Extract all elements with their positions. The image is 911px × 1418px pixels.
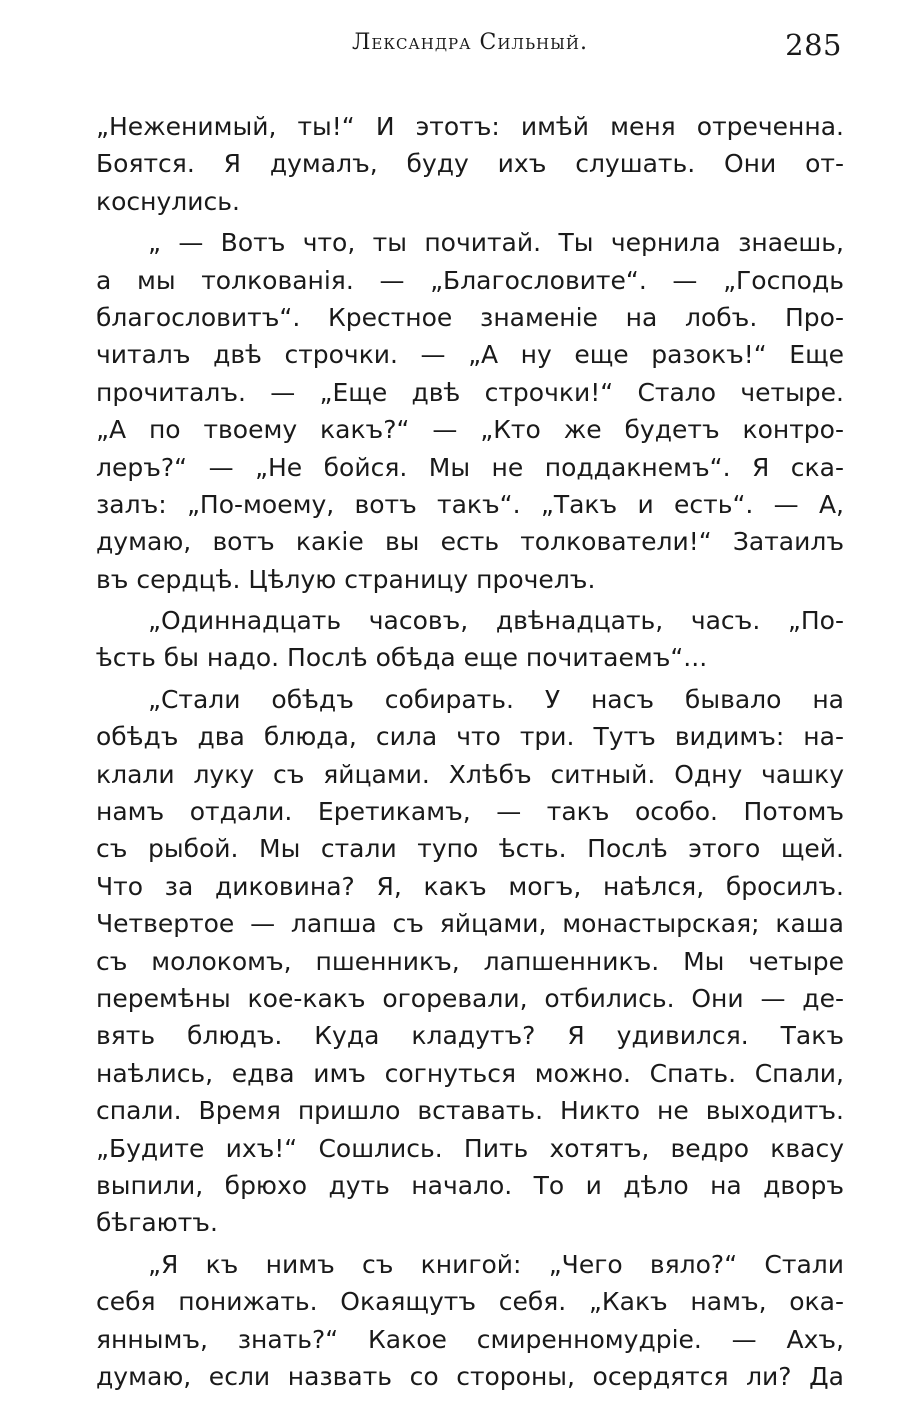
text-line: „Стали обѣдъ собирать. У насъ бывало на (148, 684, 844, 714)
text-line: Боятся. Я думалъ, буду ихъ слушать. Они от- (96, 149, 844, 179)
paragraph (96, 224, 844, 598)
text-line: читалъ двѣ строчки. — „А ну еще разокъ!“ Еще (96, 340, 844, 370)
text-line: бѣгаютъ. (96, 1208, 218, 1238)
text-line: намъ отдали. Еретикамъ, — такъ особо. Потомъ (96, 797, 844, 827)
text-line: „Одиннадцать часовъ, двѣнадцать, часъ. „По- (148, 606, 844, 636)
text-line: въ сердцѣ. Цѣлую страницу прочелъ. (96, 564, 596, 594)
text-line: съ молокомъ, пшенникъ, лапшенникъ. Мы четыре (96, 946, 844, 976)
text-line: „А по твоему какъ?“ — „Кто же будетъ контро- (96, 415, 844, 445)
running-head (96, 22, 844, 74)
text-line: съ рыбой. Мы стали тупо ѣсть. Послѣ этого щей. (96, 834, 844, 864)
book-page (96, 22, 844, 1402)
text-line: „Будите ихъ!“ Сошлись. Пить хотятъ, ведро квасу (96, 1133, 844, 1163)
paragraph (96, 1246, 844, 1396)
text-line: клали луку съ яйцами. Хлѣбъ ситный. Одну чашку (96, 759, 844, 789)
running-title: Лександра Сильный. (352, 30, 588, 55)
text-line: наѣлись, едва имъ согнуться можно. Спать. Спали, (96, 1058, 844, 1088)
text-line: яннымъ, знать?“ Какое смиренномудріе. — Ахъ, (96, 1324, 844, 1354)
text-line: думаю, если назвать со стороны, осердятся ли? Да (96, 1361, 844, 1391)
paragraph (96, 108, 844, 220)
body-text (96, 108, 844, 1395)
text-line: вять блюдъ. Куда кладутъ? Я удивился. Такъ (96, 1021, 844, 1051)
text-line: прочиталъ. — „Еще двѣ строчки!“ Стало четыре. (96, 377, 844, 407)
text-line: спали. Время пришло вставать. Никто не выходитъ. (96, 1096, 844, 1126)
paragraph (96, 681, 844, 1242)
text-line: ѣсть бы надо. Послѣ обѣда еще почитаемъ“... (96, 643, 708, 673)
text-line: Что за диковина? Я, какъ могъ, наѣлся, бросилъ. (96, 871, 844, 901)
text-line: леръ?“ — „Не бойся. Мы не поддакнемъ“. Я ска- (96, 452, 844, 482)
text-line: залъ: „По-моему, вотъ такъ“. „Такъ и есть“. — А, (96, 489, 844, 519)
text-line: думаю, вотъ какіе вы есть толкователи!“ Затаилъ (96, 527, 844, 557)
text-line: обѣдъ два блюда, сила что три. Тутъ видимъ: на- (96, 722, 844, 752)
text-line: а мы толкованія. — „Благословите“. — „Господь (96, 265, 844, 295)
text-line: выпили, брюхо дуть начало. То и дѣло на дворъ (96, 1170, 844, 1200)
page-number: 285 (785, 28, 842, 62)
text-line: „Я къ нимъ съ книгой: „Чего вяло?“ Стали (148, 1249, 844, 1279)
text-line: „Неженимый, ты!“ И этотъ: имѣй меня отреченна. (96, 112, 844, 141)
text-line: „ — Вотъ что, ты почитай. Ты чернила знаешь, (148, 228, 844, 258)
text-line: перемѣны кое-какъ огоревали, отбились. Они — де- (96, 983, 844, 1013)
text-line: себя понижать. Окаящутъ себя. „Какъ намъ, ока- (96, 1287, 844, 1317)
paragraph (96, 602, 844, 677)
text-line: коснулись. (96, 186, 240, 216)
text-line: благословитъ“. Крестное знаменіе на лобъ. Про- (96, 302, 844, 332)
text-line: Четвертое — лапша съ яйцами, монастырская; каша (96, 909, 844, 939)
